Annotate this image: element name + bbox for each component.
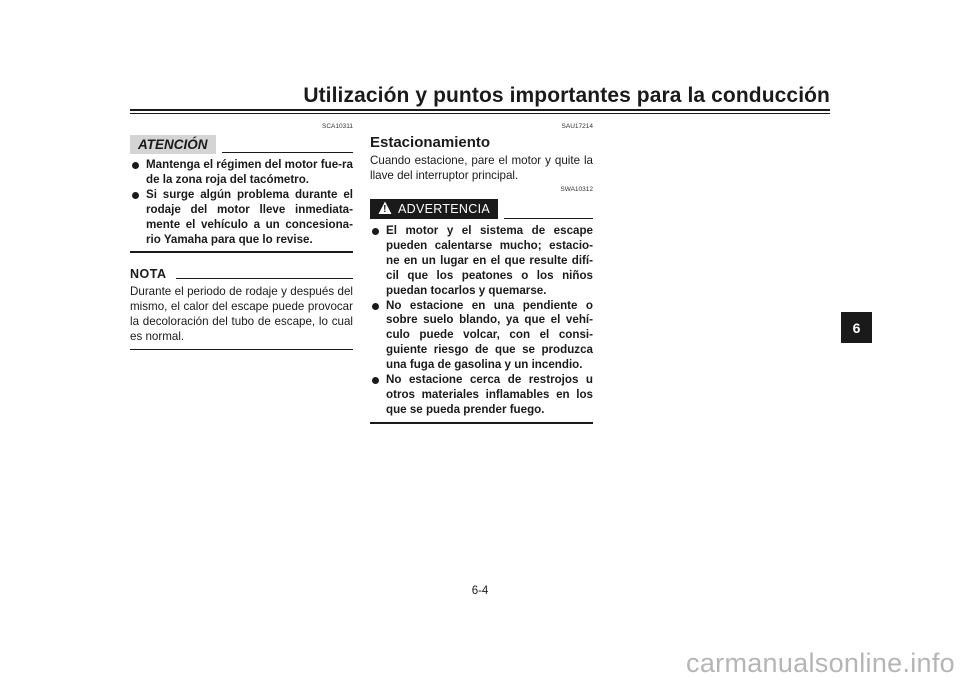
atencion-header [130,132,353,154]
atencion-divider [222,152,353,153]
page-number: 6-4 [471,585,489,597]
bullet-icon [372,303,379,310]
nota-text: Durante el periodo de rodaje y después del mismo, el calor del escape puede provocar la decoloración del tubo de escape, lo cual es normal. [130,285,353,344]
advertencia-badge [370,199,498,219]
atencion-list [130,158,353,247]
list-item [370,299,593,374]
warning-code: SWA10312 [560,186,593,193]
list-item [130,188,353,248]
watermark-text: carmanualsonline.info [686,648,955,678]
section-heading: Estacionamiento [370,134,491,151]
reference-code: SAU17214 [561,123,593,130]
nota-header [130,267,353,283]
list-item-text: No estacione en una pendiente o sobre suelo blando, ya que el vehí-culo puede volcar, con el consi-guiente riesgo de que se produzca una fuga de gasolina y un incendio. [386,298,593,372]
list-item [370,373,593,418]
header-rule-thin [130,113,830,114]
header-rule-thick [130,109,830,111]
bullet-icon [372,377,379,384]
list-item-text: Si surge algún problema durante el rodaje del motor lleve inmediata-mente el vehículo a un concesiona-rio Yamaha para que lo revise. [146,187,353,246]
bullet-icon [372,228,379,235]
atencion-badge: ATENCIÓN [130,135,216,154]
advertencia-header [370,196,593,220]
list-item-text: Mantenga el régimen del motor fue-ra de la zona roja del tacómetro. [146,158,353,186]
list-item [370,224,593,299]
reference-code: SCA10311 [322,123,353,130]
chapter-side-tab: 6 [841,312,872,343]
nota-divider [176,278,353,279]
list-item [130,158,353,188]
warning-icon-glyph: ! [383,204,387,215]
nota-label: NOTA [130,267,167,282]
list-item-text: El motor y el sistema de escape pueden calentarse mucho; estacio-ne en un lugar en el que resulte difí-cil que los peatones o los niños puedan tocarlos y quemarse. [386,224,593,297]
advertencia-list [370,224,593,418]
right-column [370,122,593,424]
atencion-end-rule [130,251,353,253]
intro-text: Cuando estacione, pare el motor y quite la llave del interruptor principal. [370,154,593,182]
bullet-icon [132,162,139,169]
nota-end-rule [130,349,353,350]
advertencia-divider [504,218,593,219]
advertencia-end-rule [370,422,593,424]
page-header-title: Utilización y puntos importantes para la conducción [303,84,830,107]
left-column [130,122,353,350]
bullet-icon [132,192,139,199]
list-item-text: No estacione cerca de restrojos u otros materiales inflamables en los que se pueda prender fuego. [386,373,593,416]
warning-triangle-icon [378,201,392,215]
advertencia-label: ADVERTENCIA [398,202,490,216]
